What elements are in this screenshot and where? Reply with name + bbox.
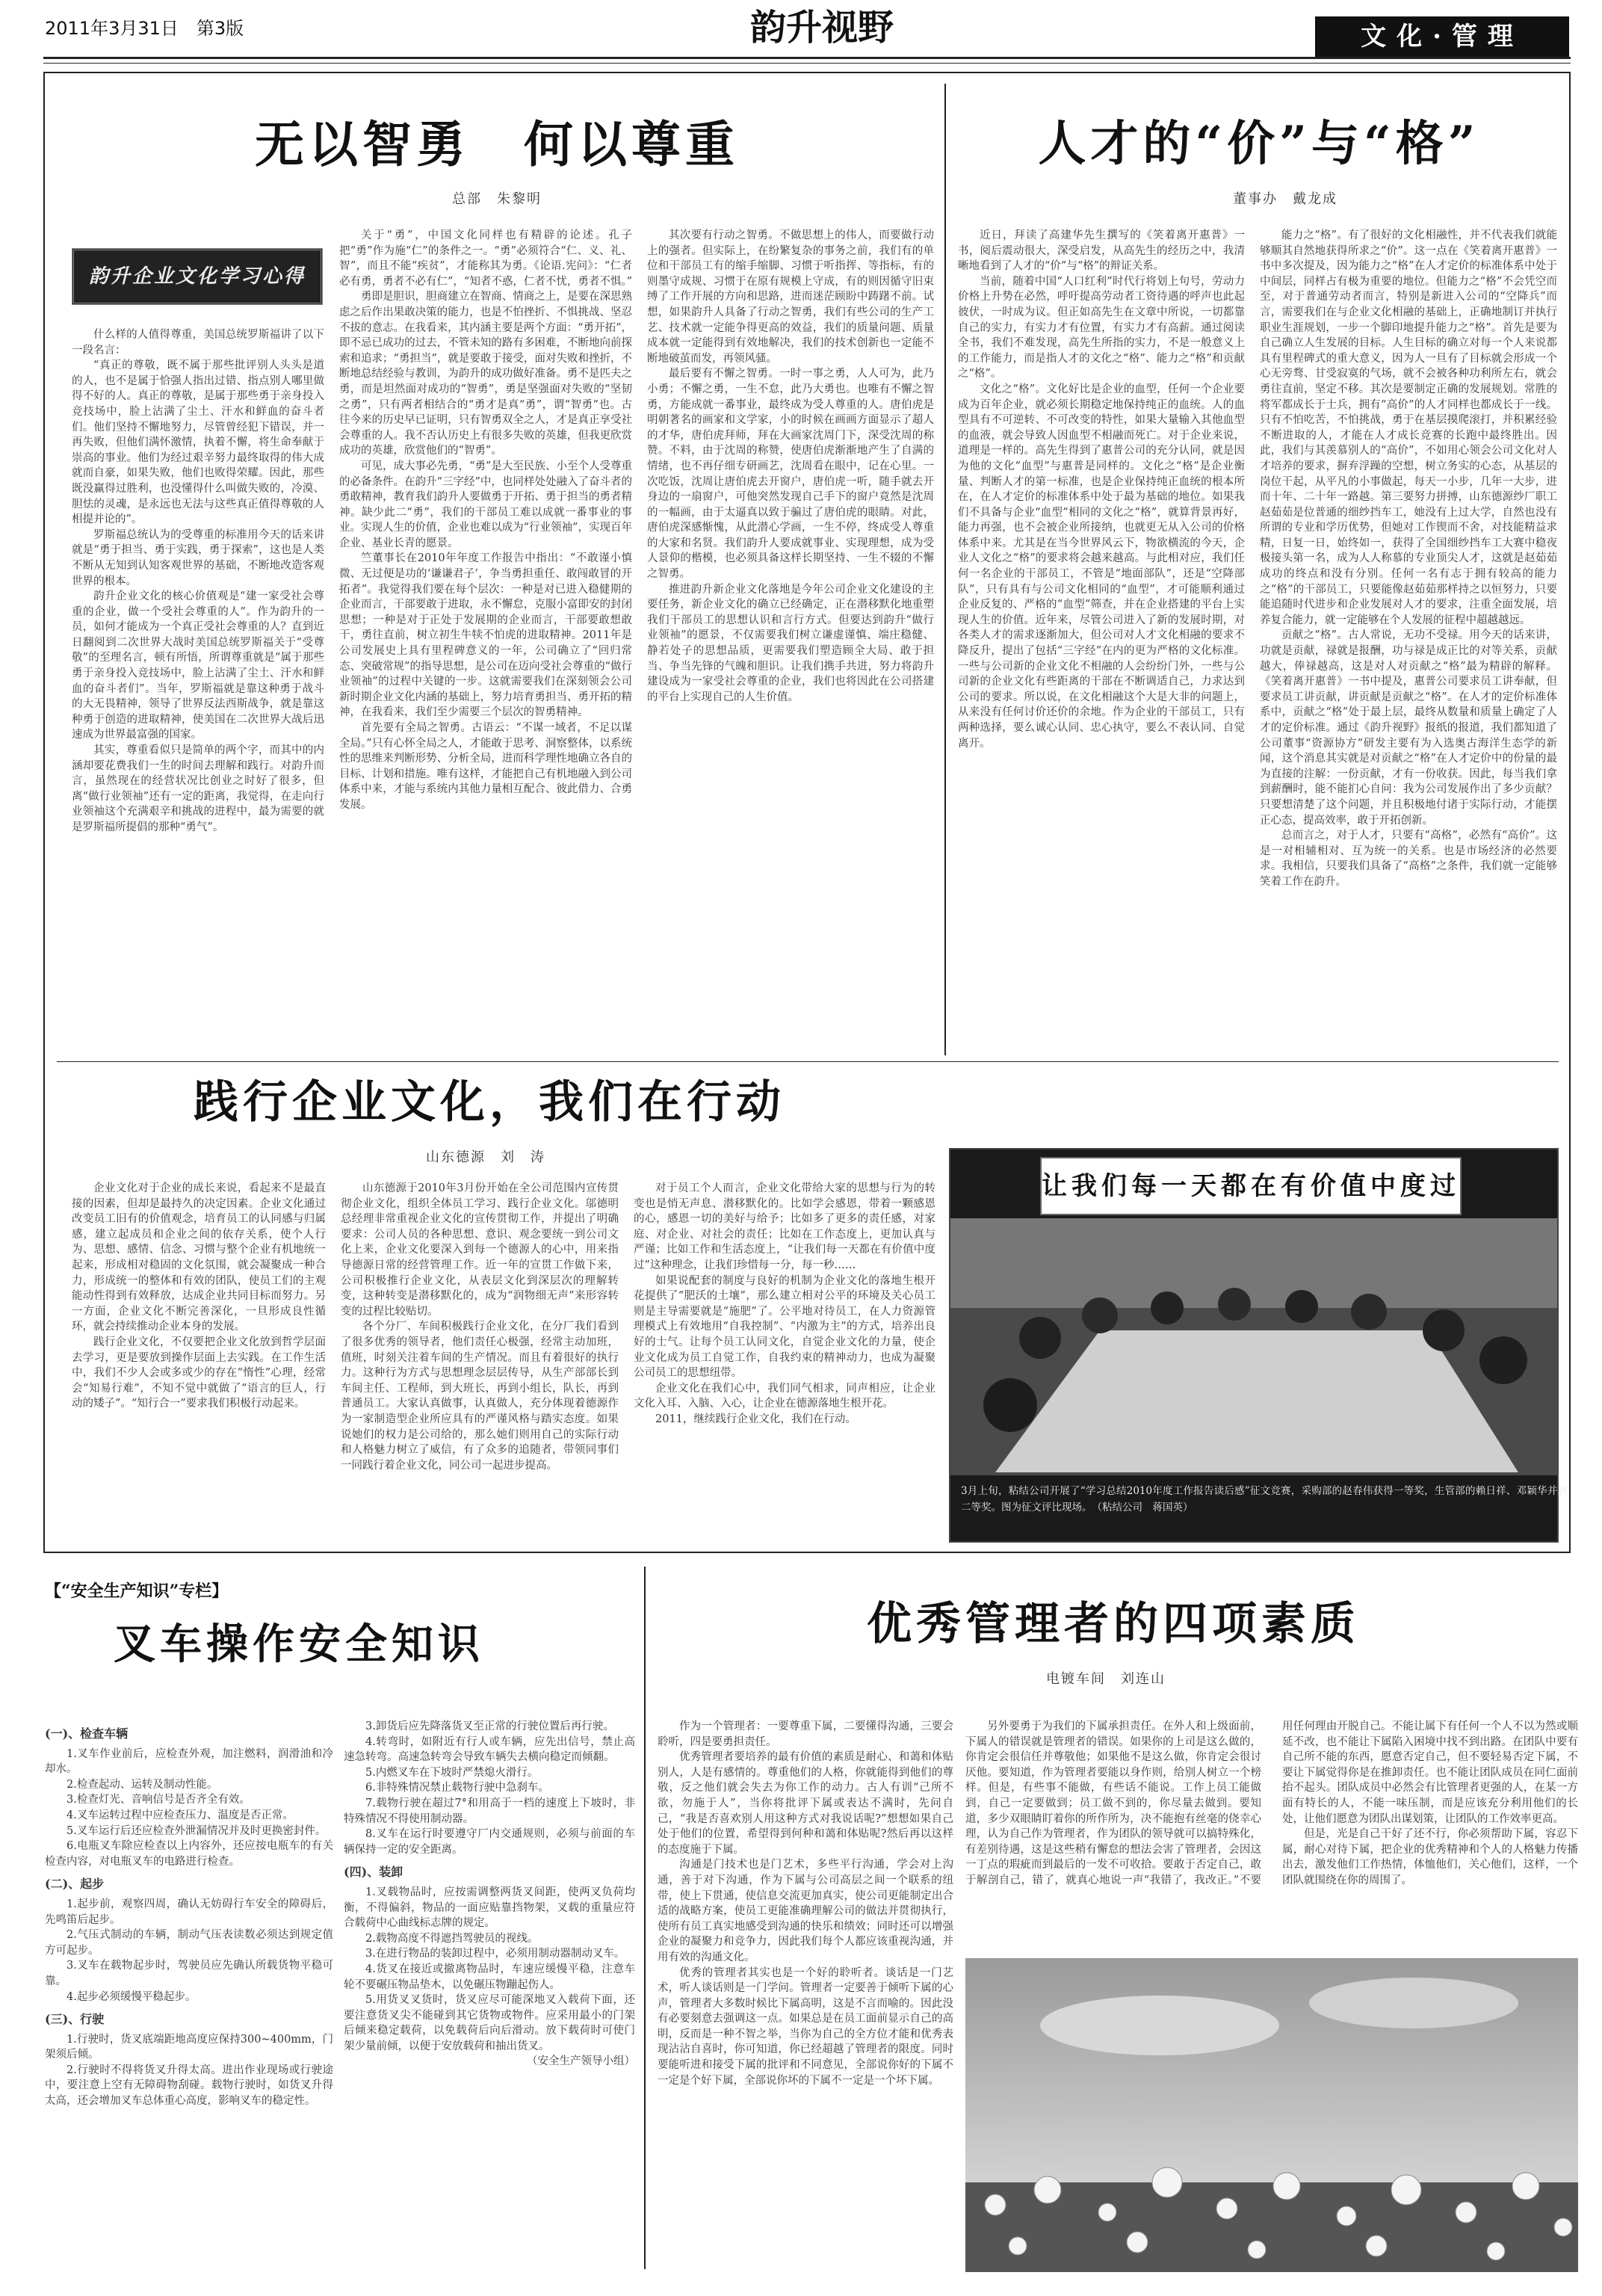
header-rule <box>43 57 1571 59</box>
article4-item: 5.叉车运行后还应检查外泄漏情况并及时更换密封件。 <box>67 1824 327 1837</box>
article4-item: 3.卸货后应先降落货叉至正常的行驶位置后再行驶。 <box>365 1721 614 1732</box>
article4-item: 2.检查起动、运转及制动性能。 <box>67 1778 218 1791</box>
photo-cloud <box>1040 1996 1279 2055</box>
article3-byline: 山东德源 刘 涛 <box>426 1149 545 1165</box>
article4-item: 6.电瓶叉车除应检查以上内容外，还应按电瓶车的有关检查内容，对电瓶叉车的电路进行检查。 <box>45 1840 333 1868</box>
flower <box>1337 2206 1356 2226</box>
article4-item: 3.叉车在载物起步时，驾驶员应先确认所载货物平稳可靠。 <box>45 1960 333 1987</box>
article3-paragraph: 2011，继续践行企业文化，我们在行动。 <box>655 1413 856 1425</box>
article4-item: 2.气压式制动的车辆，制动气压表读数必须达到规定值方可起步。 <box>45 1929 333 1957</box>
article4-item: 1.叉载物品时，应按需调整两货叉间距，使两叉负荷均衡，不得偏斜，物品的一面应贴靠挡物架，叉载的重量应符合载荷中心曲线标志牌的规定。 <box>344 1886 635 1930</box>
article2-title: 人才的“价”与“格” <box>1038 116 1480 172</box>
article4-item: 1.叉车作业前后，应检查外观，加注燃料，润滑油和冷却水。 <box>45 1747 333 1776</box>
flower <box>1487 2242 1505 2260</box>
article1-paragraph: 竺董事长在2010年年度工作报告中指出：“不敢谨小慎微、无过便是功的‘谦谦君子’，争当勇担重任、敢闯敢冒的开拓者”。我觉得我们要在每个层次：一种是对已进入稳健期的企业而言，干部要敢于进取，永不懈怠，克服小富即安的封闭思想；一种是对于正处于发展期的企业而言，干部要敢想敢干，勇往直前，树立初生牛犊不怕虎的进取精神。2011年是公司发展史上具有里程碑意义的一年，公司确立了“回归常态、突破常规”的指导思想，是公司在迈向受社会尊重的“做行业领袖”的过程中关键的一步。这就需要我们在深刻领会公司新时期企业文化内涵的基础上，努力培育勇担当、勇开拓的精神，在我看来，我们至少需要三个层次的智勇精神。 <box>339 552 632 719</box>
photo-person <box>1423 1309 1465 1351</box>
article2-paragraph: 贡献之“格”。古人常说，无功不受禄。用今天的话来讲，功就是贡献，禄就是报酬，功与禄是成正比的对等关系，贡献越大，俸禄越高，这是对人对贡献之“格”最为精辟的解释。《笑着离开惠普》一书中提及，惠普公司要求员工讲奉献，但要求员工讲贡献，讲贡献是贡献之“格”。在人才的定价标准体系中，贡献之“格”处于最上层，最终从数量和质量上确定了人才的定价标准。通过《韵升视野》报纸的报道，我们都知道了公司董事“资源协方”研发主要有为入选奥古海洋生态学的新闻，这个消息其实就是对贡献之“格”在人才定价中的份量的最为直接的注解：一份贡献，才有一份收获。因此，每当我们拿到薪酬时，能不能扪心自问：我为公司发展作出了多少贡献？只要想清楚了这个问题，并且积极地付诸于实际行动，才能摆正心态，提高效率，敢于开拓创新。 <box>1260 629 1557 827</box>
article1-paragraph: 韵升企业文化的核心价值观是“建一家受社会尊重的企业，做一个受社会尊重的人”。作为韵升的一员，如何才能成为一个真正受社会尊重的人？直到近日翻阅到二次世界大战时美国总统罗斯福关于“受尊敬”的至理名言，顿有所悟，所谓尊重就是“属于那些勇于亲身投入竞技场中，脸上沾满了尘土、汗水和鲜血的奋斗者们”。当年，罗斯福就是靠这种勇于战斗的大无畏精神，领导了世界反法西斯战争，就是靠这种勇于创造的进取精神，使美国在二次世界大战后迅速成为世界最富强的国家。 <box>72 590 324 741</box>
article5-col2 <box>965 1719 1578 1943</box>
article1-column-banner <box>72 248 323 305</box>
flower <box>1248 2241 1266 2259</box>
meeting-photo <box>950 1218 1557 1475</box>
photo-person <box>983 1378 1037 1432</box>
article4-tag: 【“安全生产知识”专栏】 <box>45 1581 229 1601</box>
article5-paragraph: 另外要勇于为我们的下属承担责任。在外人和上级面前，下属人的错误就是管理者的错误。如果你的上司是这么做的，你肯定会很信任并尊敬他；如果他不是这么做，你肯定会很讨厌他。要知道，作为管理者要能以身作则，给别人树立一个榜样。但是，有些事不能做，有些话不能说。工作上员工能做到，自己一定要做到；员工做不到的，你尽量去做到。要知道，多少双眼睛盯着你的所作所为，决不能抱有丝毫的侥幸心理，认为自己作为管理者，作为团队的领导就可以搞特殊化，有差别待遇，这是这些稍有懈怠的想法会害了管理者，会因这一丁点的瑕疵而到最后的一发不可收拾。要敢于否定自己，敢于解剖自己，错了，就真心地说一声“我错了，我改正。”不要用任何理由开脱自己。不能让属下有任何一个人不以为然或顺延不改，也不能让下属陷入困境中找不到出路。在团队中要有自己所不能的东西，愿意否定自己，但不要轻易否定下属，不要让下属觉得你是在推卸责任。也不能让团队成员在同仁面前抬不起头。团队成员中必然会有比管理者更强的人，在某一方面有特长的人，不能一味压制，而是应该充分利用他们的长处，让他们愿意为团队出谋划策，让团队的工作效率更高。 <box>965 1721 1578 1886</box>
article2-paragraph: 总而言之，对于人才，只要有“高格”，必然有“高价”。这是一对相辅相对、互为统一的关系。也是市场经济的必然要求。我相信，只要我们具备了“高格”之条件，我们就一定能够笑着工作在韵升。 <box>1260 830 1557 888</box>
article1-paragraph: 首先要有全局之智勇。古语云：“不谋一域者，不足以谋全局。”只有心怀全局之人，才能敢于思考、洞察整体，以系统性的思维来判断形势、分析全局，进而科学理性地确立各自的目标、计划和措施。唯有这样，才能把自己有机地融入到公司体系中来，才能与系统内其他力量相互配合、彼此借力、合勇发展。 <box>339 722 632 811</box>
photo-cloud <box>1309 1978 1518 2028</box>
flower <box>1391 2175 1421 2205</box>
masthead: 韵升视野 <box>749 7 894 49</box>
article1-paragraph: 可见，成大事必先勇，“勇”是大至民族、小至个人受尊重的必备条件。在韵升“三字经”中，也同样处处融入了奋斗者的勇敢精神，教育我们韵升人要做勇于开拓、勇于担当的勇者精神。缺少此二“勇”，我们的干部员工难以成就一番事业的事业。实现人生的价值，企业也难以成为“行业领袖”，实现百年企业、基业长青的愿景。 <box>339 460 632 549</box>
article1-paragraph: 勇即是胆识，胆商建立在智商、情商之上，是要在深思熟虑之后作出果敢决策的能力，也是不怕挫折、不惧挑战、坚忍不拔的意志。在我看来，其内涵主要是两个方面：“勇开拓”，即不忌已成功的过去，不管未知的路有多困难，不断地向前探索和追求；“勇担当”，就是要敢于接受，面对失败和挫折，不断地总结经验与教训，为韵升的成功做好准备。勇不是匹夫之勇，而是坦然面对成功的“智勇”，勇是坚强面对失败的“坚韧之勇”，只有两者相结合的“勇才是真“勇”，谓“智勇”也。古往今来的历史早已证明，只有智勇双全之人，才是真正享受社会尊重的人。我不否认历史上有很多失败的英雄，但我更欣赏成功的英雄，欣赏他们的“智勇”。 <box>339 291 632 457</box>
article4-col2 <box>344 1719 635 2272</box>
photo-person <box>1479 1336 1527 1384</box>
article1-paragraph: 最后要有不懈之智勇。一时一事之勇，人人可为，此乃小勇；不懈之勇，一生不怠，此乃大勇也。也唯有不懈之智勇，方能成就一番事业，最终成为受人尊重的人。唐伯虎是明朝著名的画家和文学家，小的时候在画画方面显示了超人的才华，唐伯虎拜师，拜在大画家沈周门下，深受沈周的称赞。不料，由于沈周的称赞，使唐伯虎渐渐地产生了自满的情绪，也不再仔细专研画艺，沈周看在眼中，记在心里。一次吃饭，沈周让唐伯虎去开窗户，唐伯虎一听，随手就去开身边的一扇窗户，可他突然发现自己手下的窗户竟然是沈周的一幅画，由于太逼真以致于骗过了唐伯虎的眼睛。对此，唐伯虎深感惭愧，从此潜心学画，一生不停，终成受人尊重的大家和名贤。我们韵升人要成就事业、实现理想，成为受人景仰的楷模，也必须具备这样长期坚持、一生不辍的不懈之智勇。 <box>647 368 934 581</box>
article4-item: 4.叉车运转过程中应检查压力、温度是否正常。 <box>67 1809 294 1821</box>
article1-col1 <box>72 327 324 1052</box>
article4-heading: (三)、行驶 <box>45 2012 105 2027</box>
article3-paragraph: 对于员工个人而言，企业文化带给大家的思想与行为的转变也是悄无声息、潜移默化的。比如学会感恩，带着一颗感恩的心，感恩一切的美好与给予；比如多了更多的责任感，对家庭、对企业、对社会的责任；比如在工作态度上，更加认真与严谨；比如工作和生活态度上，“让我们每一天都在有价值中度过”这种理念，让我们珍惜每一分，每一秒…… <box>634 1182 935 1271</box>
photo-banner: 让我们每一天都在有价值中度过 <box>1040 1157 1462 1215</box>
flower <box>1273 2173 1300 2200</box>
flower <box>1034 2176 1061 2203</box>
flower <box>1366 2235 1387 2256</box>
article1-paragraph: 关于“勇”，中国文化同样也有精辟的论述。孔子把“勇”作为施“仁”的条件之一。“勇”必须符合“仁、义、礼、智”，而且不能“疾贫”，才能称其为勇。《论语.宪问》：“仁者必有勇，勇者不必有仁”，“知者不惑，仁者不忧，勇者不惧。” <box>339 229 632 288</box>
article2-paragraph: 近日，拜读了高建华先生撰写的《笑着离开惠普》一书，阅后震动很大，深受启发，从高先生的经历之中，我清晰地看到了人才的“价”与“格”的辩证关系。 <box>958 229 1245 273</box>
flower <box>1456 2202 1476 2223</box>
article1-paragraph: 罗斯福总统认为的受尊重的标准用今天的话来讲就是“勇于担当、勇于实践，勇于探索”，这也是人类不断从无知到认知客观世界的基础，不断地改造客观世界的根本。 <box>72 528 324 587</box>
article5-paragraph: 作为一个管理者：一要尊重下属，二要懂得沟通，三要会聆听，四是要勇担责任。 <box>658 1721 953 1748</box>
article4-item: 4.起步必须缓慢平稳起步。 <box>67 1990 197 2003</box>
article4-item: 4.转弯时，如附近有行人或车辆，应先出信号，禁止高速急转弯。高速急转弯会导致车辆失去横向稳定而倾翻。 <box>344 1735 635 1764</box>
article3-paragraph: 企业文化在我们心中，我们同气相求，同声相应，让企业文化入耳、入脑、入心，让企业在德源落地生根开花。 <box>634 1382 935 1410</box>
article1-col2 <box>339 228 632 1052</box>
lower-divider <box>644 1567 646 2269</box>
flower-field-photo <box>965 1958 1578 2272</box>
article4-heading: (二)、起步 <box>45 1877 105 1892</box>
article3-paragraph: 企业文化对于企业的成长来说，看起来不是最直接的因素，但却是最持久的决定因素。企业文化通过改变员工旧有的价值观念，培育员工的认同感与归属感，建立起成员和企业之间的依存关系，使个人行为、思想、感情、信念、习惯与整个企业有机地统一起来，形成相对稳固的文化氛围，就会凝聚成一种合力，形成统一的整体和有效的团队，使员工们的主观能动性得到有效释放，达成企业共同目标而努力。另一方面，企业文化不断完善深化，一旦形成良性循环，就会持续推动企业本身的发展。 <box>72 1182 326 1333</box>
article1-column-banner-text: 韵升企业文化学习心得 <box>88 265 306 288</box>
flower <box>1512 2173 1539 2200</box>
article2-byline: 董事办 戴龙成 <box>1233 191 1337 207</box>
flower <box>1152 2167 1182 2197</box>
flower <box>1009 2237 1027 2255</box>
flower <box>1554 2218 1572 2236</box>
article4-item: 3.在进行物品的装卸过程中，必须用制动器制动叉车。 <box>365 1948 625 1960</box>
article5-byline: 电镀车间 刘连山 <box>1046 1671 1166 1687</box>
article1-byline: 总部 朱黎明 <box>452 191 542 207</box>
article5-paragraph: 沟通是门技术也是门艺术，多些平行沟通，学会对上沟通，善于对下沟通，作为下属与公司高层之间一个联系的纽带，使上下贯通，使信息交流更加真实，使公司更能制定出合适的战略方案，使员工更能准确理解公司的做法并贯彻执行，使所有员工真实地感受到沟通的快乐和绩效；同时还可以增强企业的凝聚力和竞争力，因此我们每个人都应该重视沟通，并用有效的沟通文化。 <box>658 1859 953 1963</box>
article4-title: 叉车操作安全知识 <box>114 1620 484 1669</box>
article4-col1 <box>45 1719 333 2272</box>
issue-date: 2011年3月31日 第3版 <box>45 18 244 39</box>
section-divider <box>57 1061 1559 1062</box>
flower <box>1098 2203 1116 2221</box>
photo-person <box>1218 1288 1251 1321</box>
article3-col1 <box>72 1181 326 1541</box>
article4-heading: (一)、检查车辆 <box>45 1726 129 1741</box>
photo-wall <box>950 1218 1557 1308</box>
photo-frame <box>949 1148 1568 1543</box>
photo-person <box>1151 1292 1184 1324</box>
article2-col1 <box>958 228 1245 1052</box>
photo-caption: 3月上旬，粘结公司开展了“学习总结2010年度工作报告读后感”征文竞赛，采购部的赵春伟获得一等奖，生管部的赖日祥、邓颖华并获二等奖。图为征文评比现场。 （粘结公司 蒋国英） <box>961 1485 1568 1513</box>
article3-paragraph: 践行企业文化，不仅要把企业文化放到哲学层面去学习，更是要放到操作层面上去实践。在工作生活中，我们不少人会或多或少的存在“惰性”心理，经常会“知易行难”，不知不觉中就做了“语言的巨人，行动的矮子”。“知行合一”要求我们积极行动起来。 <box>72 1336 326 1410</box>
article1-paragraph: 其实，尊重看似只是简单的两个字，而其中的内涵却要花费我们一生的时间去理解和践行。对韵升而言，虽然现在的经营状况比创业之时好了很多，但离“做行业领袖”还有一定的距离，我觉得，在走向行业领袖这个充满艰辛和挑战的进程中，最为需要的就是罗斯福所提倡的那种“勇气”。 <box>72 744 324 833</box>
photo-person <box>1019 1317 1061 1359</box>
article3-col2 <box>341 1181 619 1541</box>
article3-paragraph: 山东德源于2010年3月份开始在全公司范围内宣传贯彻企业文化，组织全体员工学习、践行企业文化。邬德明总经理非常重视企业文化的宣传贯彻工作，并提出了明确要求：公司人员的各种思想、意识、观念要统一到公司文化上来，企业文化要深入到每一个德源人的心中，用来指导德源日常的经营管理工作。近一年的宣贯工作做下来，公司积极推行企业文化，从表层文化到深层次的理解转变，这种转变是潜移默化的，成为“润物细无声”来形容转变的过程比较贴切。 <box>341 1182 619 1318</box>
article1-paragraph: 推进韵升新企业文化落地是今年公司企业文化建设的主要任务，新企业文化的确立已经确定，正在潜移默化地重塑我们干部员工的思想认识和言行方式。但要达到韵升“做行业领袖”的愿景，不仅需要我们树立谦虚谨慎、端庄稳健、静若处子的思想品质，更需要我们塑造顾全大局、敢于担当、争当先锋的气魄和胆识。让我们携手共进，努力将韵升建设成为一家受社会尊重的企业，我们也将因此在公司搭建的平台上实现自己的人生价值。 <box>647 583 934 703</box>
article4-item: 5.用货叉叉货时，货叉应尽可能深地叉入载荷下面，还要注意货叉尖不能碰到其它货物或物件。应采用最小的门架后倾来稳定载荷，以免载荷后向后滑动。放下载荷时可使门架少量前倾，以便于安放载荷和抽出货叉。 <box>344 1994 635 2052</box>
article5-paragraph: 但是，光是自己干好了还不行，你必须帮助下属，容忍下属，耐心对待下属，把企业的优秀精神和个人的人格魅力传播出去，激发他们工作热情，体恤他们，关心他们，这样，一个团队就围绕在你的周围了。 <box>1282 1828 1578 1886</box>
article4-heading: (四)、装卸 <box>344 1865 403 1880</box>
article5-paragraph: 优秀管理者要培养的最有价值的素质是耐心、和蔼和体贴别人，人是有感情的。尊重他们的人格，你就能得到他们的尊敬，反之他们就会失去为你工作的动力。古人有训“己所不欲，勿施于人”，当你将批评下属或表达不满时，先问自己，“我是否喜欢别人用这种方式对我说话呢?”想想如果自己处于他们的位置，希望得到何种和蔼和体贴呢?然后再以这样的态度施于下属。 <box>658 1751 953 1856</box>
article1-paragraph: 其次要有行动之智勇。不做思想上的伟人，而要做行动上的强者。但实际上，在纷繁复杂的事务之前，我们有的单位和干部员工有的缩手缩脚、习惯于听指挥、等指标，有的则墨守成规、习惯于在原有规模上守成，有的则因循守旧束缚了工作开展的方向和思路，进而迷茫顾盼中踌躇不前。试想，如果韵升人具备了行动之智勇，我们有些公司的生产工艺、技术就一定能争得更高的效益，我们的质量问题、质量成本就一定能得到有效地解决，我们的技术创新也一定能不断地破茧而发，再领风骚。 <box>647 229 934 365</box>
photo-person <box>1082 1297 1118 1333</box>
article1-title: 无以智勇 何以尊重 <box>255 115 739 173</box>
article4-item: 2.行驶时不得将货叉升得太高。进出作业现场或行驶途中，要注意上空有无障碍物刮碰。载物行驶时，如货叉升得太高，还会增加叉车总体重心高度，影响叉车的稳定性。 <box>45 2064 333 2108</box>
section-label: 文化·管理 <box>1315 16 1569 57</box>
article4-item: 8.叉车在运行时要遵守厂内交通规则，必须与前面的车辆保持一定的安全距离。 <box>344 1828 635 1856</box>
article2-paragraph: 文化之“格”。文化好比是企业的血型，任何一个企业要成为百年企业，就必须长期稳定地保持纯正的血统。人的血型具有不可逆转、不可改变的特性，如果大量输入其他血型的血液，就会导致人因血型不相融而死亡。对于企业来说，道理是一样的。高先生得到了惠普公司的充分认同，就是因为他的文化“血型”与惠普是同样的。文化之“格”是企业衡量、判断人才的第一标准，也是企业保持纯正血统的根本所在，在人才定价的标准体系中处于最为基础的地位。如果我们不具备与企业“血型”相同的文化之“格”，就算背景再好，能力再强，也不会被企业所接纳，也就更无从入公司的价格体系中来。尤其是在当今世界风云下，物欲横流的今天，企业人文化之“格”的要求将会越来越高。与此相对应，我们任何一名企业的干部员工，不管是“地面部队”，还是“空降部队”，只有具有与公司文化相同的“血型”，才可能顺利通过企业反复的、严格的“血型”筛查，并在企业搭建的平台上实现人生的价值。近年来，尽管公司进入了新的发展时期，对各类人才的需求逐渐加大，但公司对人才文化相融的要求不降反升，提出了包括“三字经”在内的更为严格的文化标准。一些与公司新的企业文化不相融的人会纷纷门外，一些与公司新的企业文化有些距离的干部在不断调适自己，力求达到公司的要求。所以说，在文化相融这个大是大非的问题上，从来没有任何讨价还价的余地。作为企业的干部员工，只有两种选择，要么诚心认同、忠心执守，要么不表认同、自觉离开。 <box>958 383 1245 750</box>
article4-signature: （安全生产领导小组） <box>527 2055 635 2068</box>
article2-paragraph: 能力之“格”。有了很好的文化相融性，并不代表我们就能够顺其自然地获得所求之“价”。这一点在《笑着离开惠普》一书中多次提及，因为能力之“格”在人才定价的标准体系中处于中间层，同样占有极为重要的地位。但能力之“格”不会凭空而至，对于普通劳动者而言，特别是新进入公司的“空降兵”而言，需要我们在与企业文化相融的基础上，正确地制订并执行职业生涯规划，一步一个脚印地提升能力之“格”。首先是要为自己确立人生发展的目标。人生目标的确立对每一个人来说都具有里程碑式的重大意义，因为人一旦有了目标就会形成一个心无旁骛、甘受寂寞的气场，就不会被各种功利所左右，就会勇往直前，坚定不移。其次是要制定正确的发展规划。常胜的将军都成长于士兵，拥有“高价”的人才同样也都成长于一线。只有不怕吃苦，不怕挑战，勇于在基层摸爬滚打，并积累经验不断进取的人，才能在人才成长竞赛的长跑中最终胜出。因此，我们与其羡慕别人的“高价”，不如用心领会公司文化对人才培养的要求，摒弃浮躁的空想，树立务实的心态，从基层的岗位干起，从平凡的小事做起，每天一小步，几年一大步，进而十年、二十年一路越。第三要努力拼搏，山东德源纱厂职工赵茹茹是位普通的细纱挡车工，她没有上过大学，自然也没有所谓的专业和学历优势，但她对工作锲而不舍，对技能精益求精，日复一日，始终如一，获得了全国细纱挡车工大赛中稳夜极接头第一名，成为人人称慕的专业顶尖人才，这就是赵茹茹成功的终点和没有分别。任何一名有志于拥有较高的能力之“格”的干部员工，只要能像赵茹茹那样持之以恒努力，只要能追随时代进步和企业发展对人才的要求，注重全面发展，培养复合能力，就一定能够在个人发展的征程中超越越远。 <box>1260 229 1557 626</box>
header-rule-thin <box>43 63 1571 64</box>
article4-item: 5.内燃叉车在下坡时严禁熄火滑行。 <box>365 1766 539 1779</box>
article4-item: 1.起步前，观察四周，确认无妨碍行车安全的障碍后，先鸣笛后起步。 <box>45 1898 333 1926</box>
photo-person <box>1351 1294 1387 1330</box>
article5-paragraph: 优秀的管理者其实也是一个好的聆听者。谈话是一门艺术，听人谈话则是一门学问。管理者一定要善于倾听下属的心声，管理者大多数时候比下属高明，这是不言而喻的。因此没有必要刻意去强调这一点。如果总是在员工面前显示自己的高明，反而是一种不智之举，当你为自己的全方位才能和优秀表现沾沾自喜时，你可知道，你已经超越了管理者的限度。同时要能听进和接受下属的批评和不同意见，全部说你好的下属不一定是个好下属，全部说你坏的下属不一定是一个坏下属。 <box>658 1966 953 2087</box>
article4-item: 4.货叉在接近或撤离物品时，车速应缓慢平稳，注意车轮不要碾压物品垫木，以免碾压物蹦起伤人。 <box>344 1963 635 1991</box>
article2-paragraph: 当前，随着中国“人口红利”时代行将划上句号，劳动力价格上升势在必然，呼吁提高劳动者工资待遇的呼声也此起彼伏，一时成为议。但正如高先生在文章中所说，一切都靠自己的实力，有实力才有位置，有实力才有高薪。通过阅读全书，我们不难发现，高先生所指的实力，不是一般意义上的工作能力，而是指人才的文化之“格”、能力之“格”和贡献之“格”。 <box>958 275 1245 380</box>
article5-title: 优秀管理者的四项素质 <box>867 1598 1360 1650</box>
article1-col3 <box>647 228 934 1052</box>
article4-item: 2.载物高度不得遮挡驾驶员的视线。 <box>365 1932 539 1945</box>
article4-item: 6.非特殊情况禁止载物行驶中急刹车。 <box>365 1782 549 1794</box>
flower <box>1127 2232 1148 2253</box>
flower <box>985 2194 1006 2215</box>
article4-item: 1.行驶时，货叉底端距地高度应保持300~400mm，门架须后倾。 <box>45 2033 333 2061</box>
photo-person <box>1285 1290 1318 1323</box>
article3-paragraph: 如果说配套的制度与良好的机制为企业文化的落地生根开花提供了“肥沃的土壤”，那么建立相对公平的环境及关心员工则是主导需要就是“施肥”了。公平地对待员工，在人力资源管理模式上有效地用“自我控制”、“内激为主”的方式，培养出良好的士气。让每个员工认同文化，自觉企业文化的力量，使企业文化成为员工自觉工作，自我约束的精神动力，也成为凝聚公司员工的思想纽带。 <box>634 1274 935 1380</box>
article1-paragraph: “真正的尊敬，既不属于那些批评别人头头是道的人，也不是属于恰强人指出过错、指点别人哪里做得不好的人。真正的尊敬，是属于那些勇于亲身投入竞技场中，脸上沾满了尘土、汗水和鲜血的奋斗者们。他们坚持不懈地努力，尽管曾经犯下错误，并一再失败，但他们满怀激情，执着不懈，将生命奉献于崇高的事业。他们为经过艰辛努力最终取得的伟大成就而自豪，如果失败，他们也败得荣耀。因此，那些既没赢得过胜利，也没懂得什么叫做失败的，冷漠、胆怯的灵魂，是永远也无法与这些真正值得尊敬的人相提并论的”。 <box>72 359 324 526</box>
flower <box>1216 2198 1237 2219</box>
article3-paragraph: 各个分厂、车间积极践行企业文化，在分厂我们看到了很多优秀的领导者，他们责任心极强，经常主动加班，值班，时刻关注着车间的生产情况。而且有着很好的执行力。这种行为方式与思想理念层层传导，从生产部部长到车间主任、工程师，到大班长，再到小组长，队长，再到普通员工。大家认真做事，认真做人，充分体现着德源作为一家制造型企业所应具有的严谨风格与踏实态度。如果说她们的权力是公司给的，那么她们则用自己的实际行动和人格魅力树立了威信，有了众多的追随者，带领同事们一同践行着企业文化，同公司一起进步提高。 <box>341 1321 619 1472</box>
article5-col1 <box>658 1719 953 2272</box>
article2-col2 <box>1260 228 1557 1052</box>
article4-item: 7.载物行驶在超过7°和用高于一档的速度上下坡时，非特殊情况不得使用制动器。 <box>344 1797 635 1825</box>
article3-col3 <box>634 1181 935 1541</box>
article1-paragraph: 什么样的人值得尊重，美国总统罗斯福讲了以下一段名言： <box>72 329 324 357</box>
column-divider <box>944 84 946 1055</box>
article3-title: 践行企业文化，我们在行动 <box>194 1076 785 1129</box>
article4-item: 3.检查灯光、音响信号是否齐全有效。 <box>67 1794 250 1806</box>
